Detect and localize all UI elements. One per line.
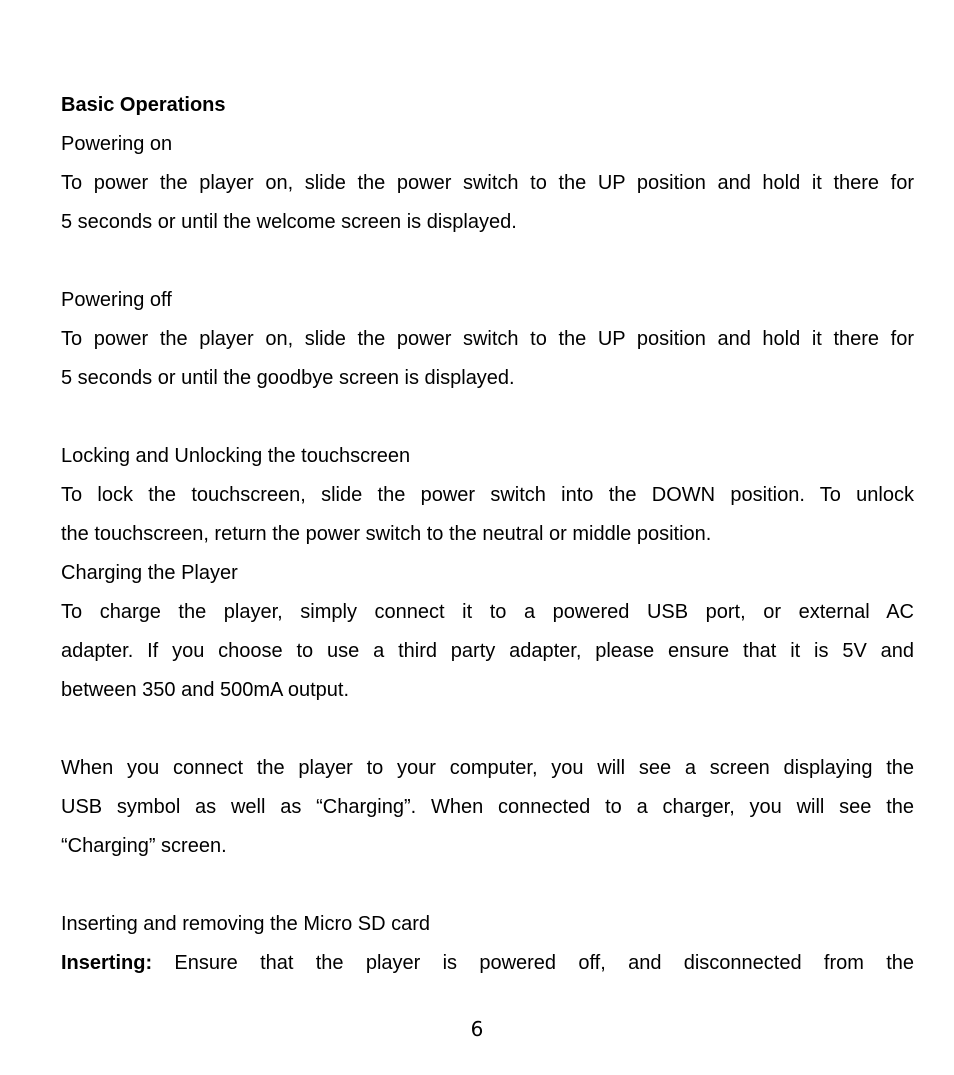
page-number: 6 [470, 1017, 484, 1041]
charging-line: To charge the player, simply connect it to a powered USB port, or external AC [61, 601, 914, 623]
powering-off-title: Powering off [61, 289, 172, 311]
charging-title: Charging the Player [61, 562, 238, 584]
paragraph-spacer [61, 866, 914, 905]
sdcard-title: Inserting and removing the Micro SD card [61, 913, 431, 935]
locking-line: To lock the touchscreen, slide the power switch into the DOWN position. To unlock [61, 484, 914, 506]
powering-off-line: To power the player on, slide the power switch to the UP position and hold it there for [61, 328, 914, 350]
sdcard-inserting-line [61, 944, 914, 983]
powering-off-line: 5 seconds or until the goodbye screen is displayed. [61, 367, 515, 389]
locking-line: the touchscreen, return the power switch to the neutral or middle position. [61, 523, 712, 545]
charging-line: between 350 and 500mA output. [61, 679, 350, 701]
connect-line: When you connect the player to your computer, you will see a screen displaying the [61, 757, 914, 779]
powering-on-line: To power the player on, slide the power switch to the UP position and hold it there for [61, 172, 914, 194]
connect-line: USB symbol as well as “Charging”. When connected to a charger, you will see the [61, 796, 914, 818]
paragraph-spacer [61, 398, 914, 437]
inserting-label: Inserting: [61, 952, 153, 974]
charging-line: adapter. If you choose to use a third party adapter, please ensure that it is 5V and [61, 640, 914, 662]
paragraph-spacer [61, 710, 914, 749]
document-page [61, 86, 914, 983]
locking-title: Locking and Unlocking the touchscreen [61, 445, 411, 467]
powering-on-line: 5 seconds or until the welcome screen is displayed. [61, 211, 517, 233]
connect-line: “Charging” screen. [61, 835, 227, 857]
powering-on-title: Powering on [61, 133, 173, 155]
paragraph-spacer [61, 242, 914, 281]
inserting-text: Ensure that the player is powered off, and disconnected from the [174, 952, 914, 974]
section-heading: Basic Operations [61, 94, 226, 116]
